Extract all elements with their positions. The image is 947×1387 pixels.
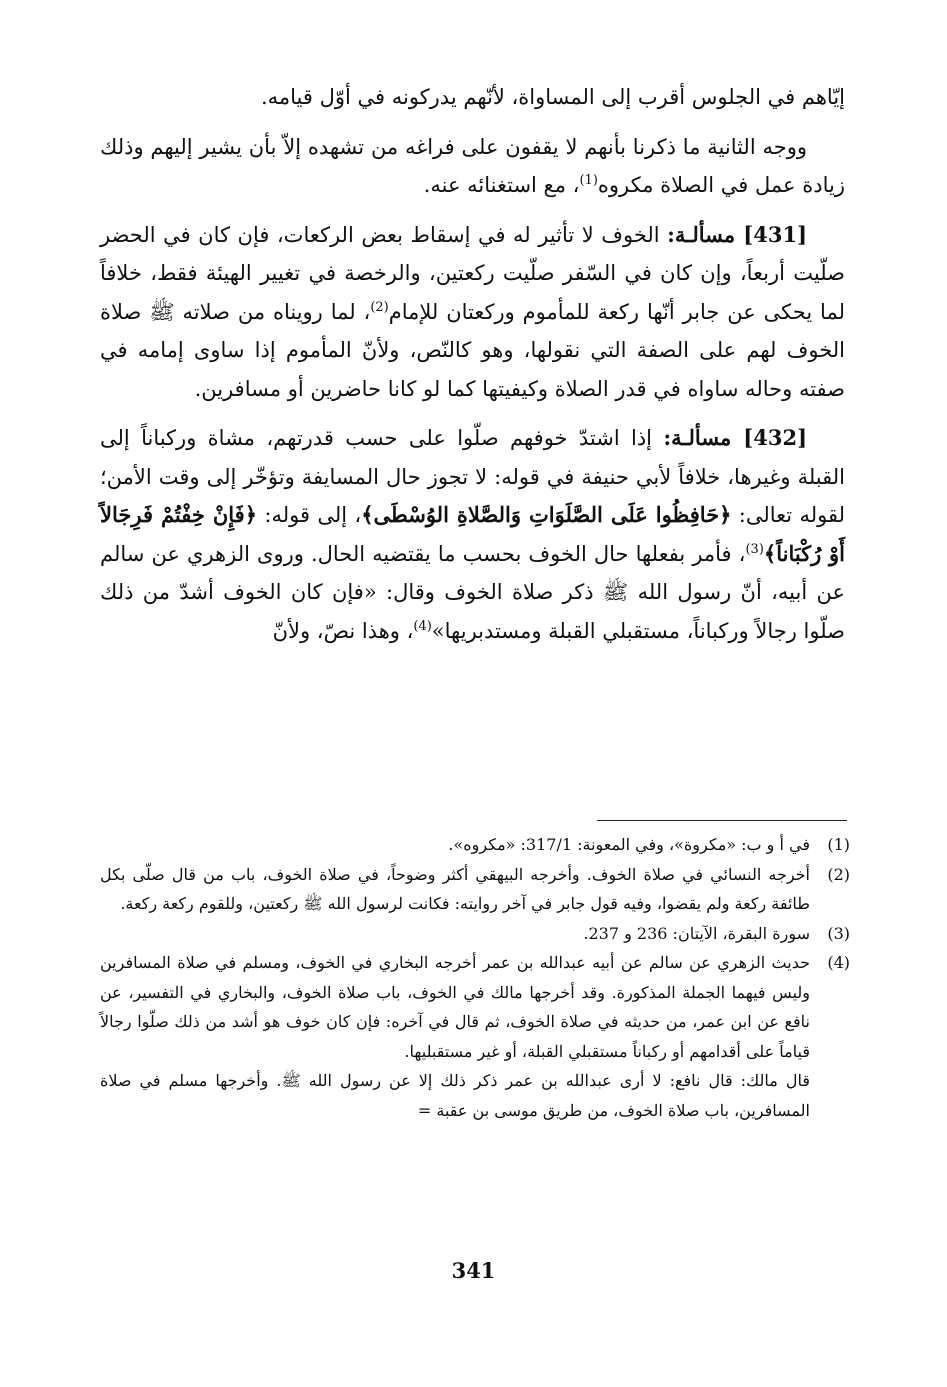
footnote	[100, 860, 850, 919]
quran-verse: ﴿فَإِنْ خِفْتُمْ فَرِجَالاً أَوْ رُكْبَاناً﴾	[100, 502, 846, 566]
paragraph-continuation	[100, 78, 845, 117]
masala-heading: [432] مسألـة:	[663, 425, 807, 450]
footnote-number: (2)	[827, 864, 850, 884]
footnote-number	[810, 1066, 850, 1125]
footnote-text: حديث الزهري عن سالم عن أبيه عبدالله بن عمر أخرجه البخاري في الخوف، ومسلم في صلاة المسافرين وليس فيهما الجملة المذكورة. وقد أخرجها مالك في الخوف، باب صلاة الخوف، والبخاري في التفسير، عن نافع عن ابن عمر، من حديثه في صلاة الخوف، ثم قال في آخره: فإن كان خوف هو أشد من ذلك صلّوا رجالاً قياماً على أقدامهم أو ركباناً مستقبلي القبلة، أو غير مستقبليها.	[100, 953, 810, 1061]
text-segment: ، مع استغنائه عنه.	[423, 173, 580, 197]
paragraph-second-aspect	[100, 128, 845, 205]
footnote-ref[interactable]: (1)	[579, 173, 598, 188]
footnote-ref[interactable]: (3)	[745, 541, 764, 557]
paragraph-text	[100, 419, 845, 650]
footnote-number: (4)	[827, 953, 850, 972]
masala-heading: [431] مسألـة:	[667, 221, 807, 247]
footnote-continuation	[100, 1066, 850, 1125]
footnote	[100, 919, 850, 949]
text-segment: ، وهذا نصّ، ولأنّ	[272, 618, 414, 643]
paragraph-text	[100, 128, 845, 205]
text-segment: ووجه الثانية ما ذكرنا بأنهم لا يقفون على فراغه من تشهده إلاّ بأن يشير إليهم وذلك زيادة عمل في الصلاة مكروه	[100, 134, 845, 197]
paragraph-text	[100, 216, 845, 409]
footnote-text: في أ و ب: «مكروة»، وفي المعونة: 317/1: «مكروه».	[448, 835, 810, 854]
paragraph-text: إيّاهم في الجلوس أقرب إلى المساواة، لأنّهم يدركونه في أوّل قيامه.	[260, 85, 845, 109]
footnote-text: أخرجه النسائي في صلاة الخوف. وأخرجه البيهقي أكثر وضوحاً، في صلاة الخوف، باب من قال صلّى بكل طائفة ركعة ولم يقضوا، وفيه قول جابر في آخر روايته: فكانت لرسول الله ﷺ ركعتين، وللقوم ركعة ركعة.	[100, 864, 810, 913]
footnotes	[100, 830, 850, 1125]
footnote-number: (3)	[827, 923, 850, 943]
text-segment: ، فأمر بفعلها حال الخوف بحسب ما يقتضيه الحال. وروى الزهري عن سالم عن أبيه، أنّ رسول الله ﷺ ذكر صلاة الخوف وقال: «فإن كان الخوف أشدّ من ذلك صلّوا رجالاً وركباناً، مستقبلي القبلة ومستدبريها»	[100, 541, 845, 643]
page-number: 341	[451, 1258, 496, 1283]
footnote	[100, 830, 850, 860]
masala-432	[100, 419, 845, 650]
main-text	[100, 78, 845, 661]
text-segment: الخوف لا تأثير له في إسقاط بعض الركعات، فإن كان في الحضر صلّيت أربعاً، وإن كان في السّفر صلّيت ركعتين، والرخصة في تغيير الهيئة فقط، خلافاً لما يحكى عن جابر أنّها ركعة للمأموم وركعتان للإمام	[100, 222, 845, 324]
footnote-text: سورة البقرة، الآيتان: 236 و 237.	[583, 923, 810, 943]
footnote-number: (1)	[827, 835, 850, 854]
footnote	[100, 948, 850, 1066]
masala-431	[100, 216, 845, 409]
footnote-ref[interactable]: (2)	[370, 299, 389, 315]
footnote-ref[interactable]: (4)	[413, 618, 432, 634]
footnote-divider	[597, 820, 847, 821]
footnote-text: قال مالك: قال نافع: لا أرى عبدالله بن عمر ذكر ذلك إلا عن رسول الله ﷺ. وأخرجها مسلم في صلاة المسافرين، باب صلاة الخوف، من طريق موسى بن عقبة =	[100, 1071, 811, 1120]
text-segment: إذا اشتدّ خوفهم صلّوا على حسب قدرتهم، مشاة وركباناً إلى القبلة وغيرها، خلافاً لأبي حنيفة في قوله: لا تجوز حال المسايفة وتؤخّر إلى وقت الأمن؛ لقوله تعالى:	[100, 426, 845, 527]
text-segment: ، لما رويناه من صلاته ﷺ صلاة الخوف لهم على الصفة التي نقولها، وهو كالنّص، ولأنّ المأموم إذا ساوى إمامه في صفته وحاله ساواه في قدر الصلاة وكيفيتها كما لو كانا حاضرين أو مسافرين.	[100, 299, 845, 401]
quran-verse: ﴿حَافِظُوا عَلَى الصَّلَوَاتِ وَالصَّلاةِ الوُسْطَى﴾	[361, 502, 732, 527]
text-segment: ، إلى قوله:	[264, 503, 362, 527]
